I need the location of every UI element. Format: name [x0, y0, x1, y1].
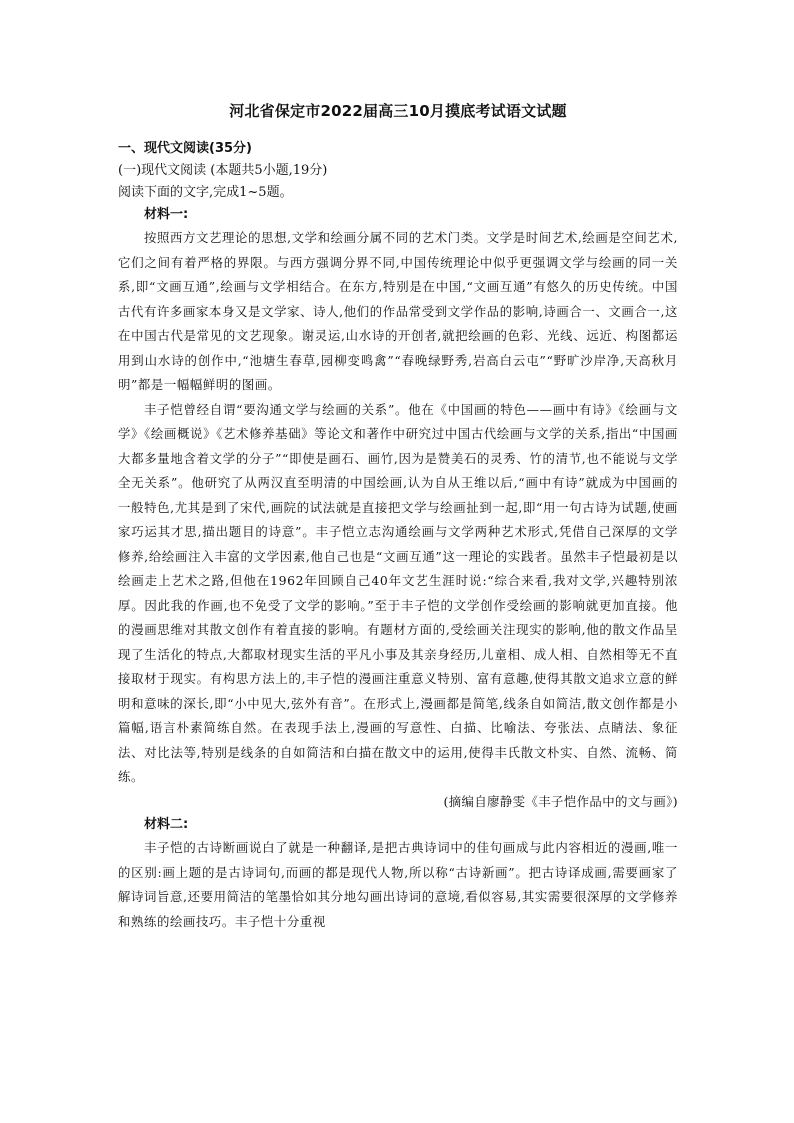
- material-two-paragraph-1: 丰子恺的古诗断画说白了就是一种翻译,是把古典诗词中的佳句画成与此内容相近的漫画,唯一的区别:画上题的是古诗词句,而画的都是现代人物,所以称“古诗新画”。把古诗译成画,需要画家了解诗词旨意,还要用简洁的笔墨恰如其分地勾画出诗词的意境,看似容易,其实需要很深厚的文学修养和熟练的绘画技巧。丰子恺十分重视: [118, 840, 678, 929]
- material-one-paragraph-1: 按照西方文艺理论的思想,文学和绘画分属不同的艺术门类。文学是时间艺术,绘画是空间艺术,它们之间有着严格的界限。与西方强调分界不同,中国传统理论中似乎更强调文学与绘画的同一关系,即“文画互通”,绘画与文学相结合。在东方,特别是在中国,“文画互通”有悠久的历史传统。中国古代有许多画家本身又是文学家、诗人,他们的作品常受到文学作品的影响,诗画合一、文画合一,这在中国古代是常见的文艺现象。谢灵运,山水诗的开创者,就把绘画的色彩、光线、远近、构图都运用到山水诗的创作中,“池塘生春草,园柳变鸣禽”“春晚绿野秀,岩高白云屯”“野旷沙岸净,天高秋月明”都是一幅幅鲜明的图画。: [118, 230, 678, 392]
- section-heading: 一、现代文阅读(35分): [118, 141, 252, 156]
- material-two-label: 材料二:: [144, 817, 189, 832]
- material-one-paragraph-2: 丰子恺曾经自谓“要沟通文学与绘画的关系”。他在《中国画的特色——画中有诗》《绘画与文学》《绘画概说》《艺术修养基础》等论文和著作中研究过中国古代绘画与文学的关系,指出“中国画大都多量地含着文学的分子”“即使是画石、画竹,因为是赞美石的灵秀、竹的清节,也不能说与文学全无关系”。他研究了从两汉直至明清的中国绘画,认为自从王维以后,“画中有诗”就成为中国画的一般特色,尤其是到了宋代,画院的试法就是直接把文学与绘画扯到一起,即“用一句古诗为试题,使画家巧运其才思,描出题目的诗意”。丰子恺立志沟通绘画与文学两种艺术形式,凭借自己深厚的文学修养,给绘画注入丰富的文学因素,他自己也是“文画互通”这一理论的实践者。虽然丰子恺最初是以绘画走上艺术之路,但他在1962年回顾自己40年文艺生涯时说:“综合来看,我对文学,兴趣特别浓厚。因此我的作画,也不免受了文学的影响。”至于丰子恺的文学创作受绘画的影响就更加直接。他的漫画思维对其散文创作有着直接的影响。有题材方面的,受绘画关注现实的影响,他的散文作品呈现了生活化的特点,大都取材现实生活的平凡小事及其亲身经历,儿童相、成人相、自然相等无不直接取材于现实。有构思方法上的,丰子恺的漫画注重意义特别、富有意趣,使得其散文追求立意的鲜明和意味的深长,即“小中见大,弦外有音”。在形式上,漫画都是简笔,线条自如简洁,散文创作都是小篇幅,语言朴素简练自然。在表现手法上,漫画的写意性、白描、比喻法、夸张法、点睛法、象征法、对比法等,特别是线条的自如简洁和白描在散文中的运用,使得丰氏散文朴实、自然、流畅、简练。: [118, 401, 678, 784]
- material-one-label: 材料一:: [144, 207, 189, 222]
- document-title: 河北省保定市2022届高三10月摸底考试语文试题: [229, 102, 567, 120]
- subsection-heading: (一)现代文阅读 (本题共5小题,19分): [118, 163, 328, 178]
- exam-page: [118, 100, 678, 934]
- reading-instruction: 阅读下面的文字,完成1~5题。: [118, 185, 293, 200]
- material-one-source: (摘编自廖静雯《丰子恺作品中的文与画》): [443, 793, 678, 809]
